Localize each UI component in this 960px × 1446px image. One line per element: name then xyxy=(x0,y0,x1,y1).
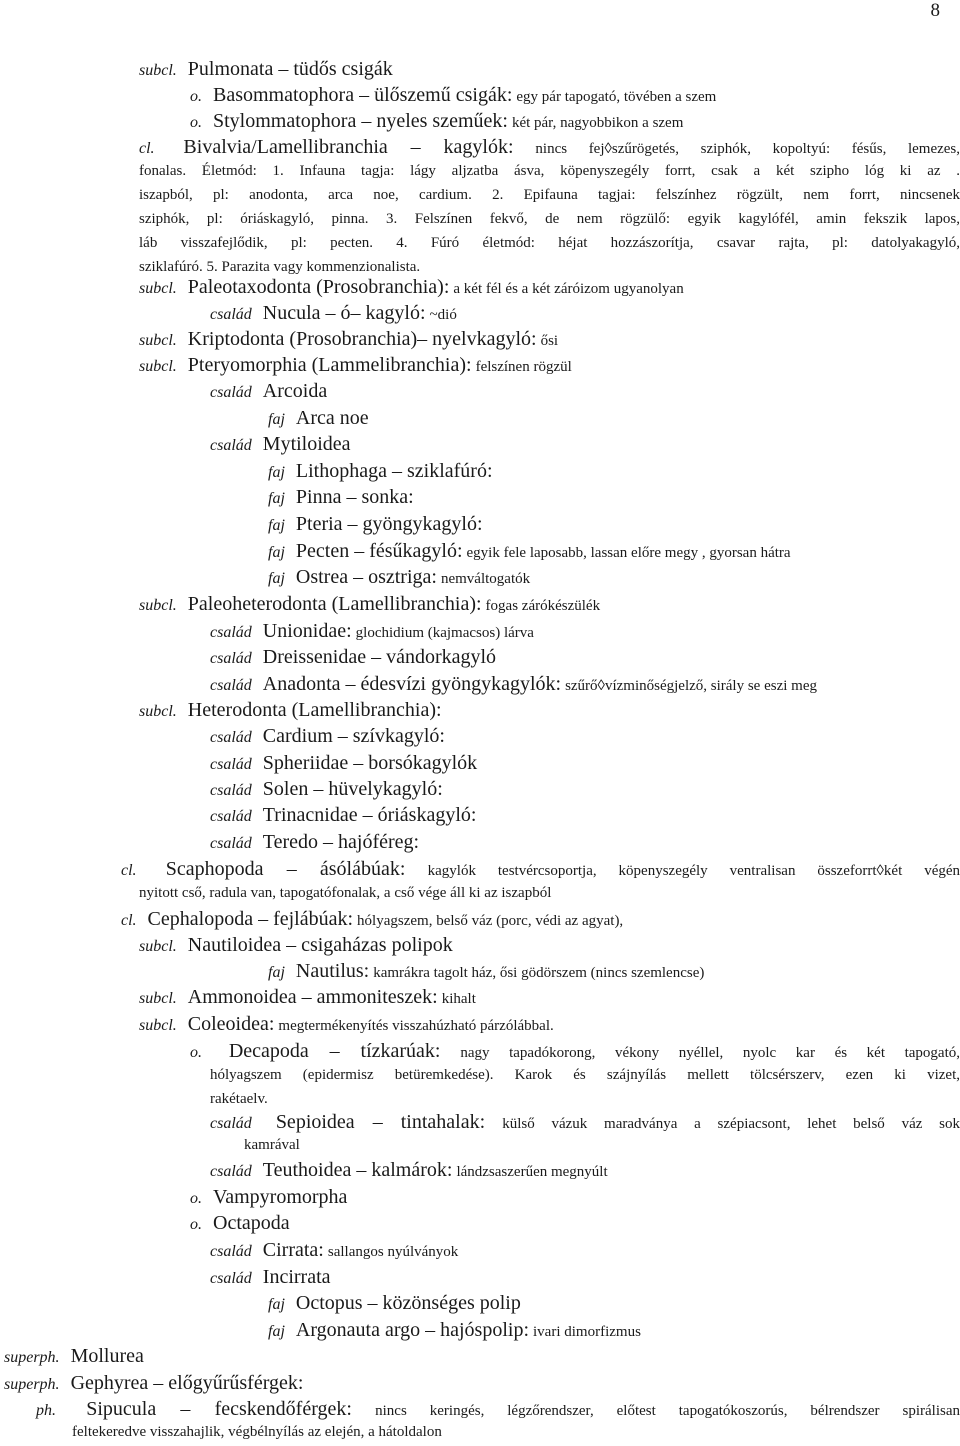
taxon-line xyxy=(244,1136,300,1154)
taxon-name: Coleoidea: xyxy=(187,1013,275,1035)
taxon-rank: subcl. xyxy=(139,280,177,297)
taxon-line xyxy=(210,778,443,801)
taxon-rank: család xyxy=(210,835,252,852)
taxon-note: egy pár tapogató, tövében a szem xyxy=(516,89,717,105)
taxon-rank: család xyxy=(210,729,252,746)
taxon-line xyxy=(190,1212,290,1235)
taxon-note: nyitott cső, radula van, tapogatófonalak, a cső vége áll ki az iszapból xyxy=(139,885,552,901)
taxon-line xyxy=(139,986,476,1009)
taxon-rank: család xyxy=(210,1163,252,1180)
taxon-name: Basommatophora – ülőszemű csigák: xyxy=(213,84,513,106)
taxon-rank: faj xyxy=(268,544,285,561)
taxon-rank: család xyxy=(210,624,252,641)
taxon-name: Lithophaga – sziklafúró: xyxy=(295,460,493,482)
taxon-note: egyik fele laposabb, lassan előre megy , gyorsan hátra xyxy=(466,545,791,561)
taxon-note: szűrő◊vízminőségjelző, sirály se eszi meg xyxy=(565,678,817,694)
taxon-line xyxy=(72,1423,442,1441)
taxon-name: Incirrata xyxy=(262,1266,331,1288)
taxon-rank: o. xyxy=(190,114,202,131)
taxon-note: kagylók testvércsoportja, köpenyszegély ventralisan összeforrt◊két végén xyxy=(427,863,960,879)
taxon-line xyxy=(4,1372,303,1395)
taxon-rank: o. xyxy=(190,88,202,105)
taxon-line xyxy=(210,1066,960,1084)
taxon-name: Pecten – fésűkagyló: xyxy=(295,540,463,562)
taxon-line xyxy=(139,136,960,159)
taxon-rank: család xyxy=(210,1270,252,1287)
taxon-name: Nautiloidea – csigaházas polipok xyxy=(187,934,453,956)
taxon-line xyxy=(139,258,420,276)
taxon-rank: cl. xyxy=(121,912,137,929)
taxon-rank: superph. xyxy=(4,1349,60,1366)
taxon-note: kamrával xyxy=(244,1137,300,1153)
taxon-note: a két fél és a két záróizom ugyanolyan xyxy=(453,281,684,297)
taxon-note: nincs keringés, légzőrendszer, előtest tapogatókoszorús, bélrendszer spirálisan xyxy=(375,1403,960,1419)
taxon-name: Cephalopoda – fejlábúak: xyxy=(147,908,354,930)
taxon-line xyxy=(139,210,960,228)
taxon-line xyxy=(139,58,393,81)
taxon-line xyxy=(139,354,572,377)
taxon-rank: faj xyxy=(268,570,285,587)
taxon-rank: család xyxy=(210,1115,252,1132)
taxon-line xyxy=(190,1186,347,1209)
taxon-note: felszínen rögzül xyxy=(475,359,572,375)
taxon-name: Kriptodonta (Prosobranchia)– nyelvkagyló: xyxy=(187,328,537,350)
taxon-name: Sipucula – fecskendőférgek: xyxy=(86,1398,352,1420)
taxon-note: nincs fej◊szűrögetés, sziphók, kopoltyú: fésűs, lemezes, xyxy=(535,141,960,157)
taxon-line xyxy=(268,460,493,483)
taxon-line xyxy=(210,1266,331,1289)
taxon-note: ivari dimorfizmus xyxy=(533,1324,641,1340)
taxon-name: Solen – hüvelykagyló: xyxy=(262,778,443,800)
taxon-name: Arcoida xyxy=(262,380,328,402)
taxon-rank: faj xyxy=(268,411,285,428)
taxon-note: láb visszafejlődik, pl: pecten. 4. Fúró életmód: héjat hozzászorítja, csavar rajta, pl: datolyakagyló, xyxy=(139,235,960,251)
taxon-line xyxy=(190,84,716,107)
taxon-rank: subcl. xyxy=(139,990,177,1007)
taxon-rank: család xyxy=(210,756,252,773)
taxon-rank: család xyxy=(210,437,252,454)
taxon-note: hólyagszem (epidermisz betüremkedése). Karok és szájnyílás mellett tölcsérszerv, ezen ki vizet, xyxy=(210,1067,960,1083)
taxon-name: Ostrea – osztriga: xyxy=(295,566,437,588)
taxon-name: Bivalvia/Lamellibranchia – kagylók: xyxy=(183,136,514,158)
taxon-name: Ammonoidea – ammoniteszek: xyxy=(187,986,438,1008)
taxon-name: Trinacnidae – óriáskagyló: xyxy=(262,804,477,826)
taxon-name: Dreissenidae – vándorkagyló xyxy=(262,646,497,668)
taxon-rank: subcl. xyxy=(139,62,177,79)
taxon-line xyxy=(268,1292,521,1315)
taxon-note: kamrákra tagolt ház, ősi gödörszem (nincs szemlencse) xyxy=(373,965,705,981)
taxon-note: lándzsaszerűen megnyúlt xyxy=(456,1164,608,1180)
taxon-line xyxy=(210,1159,608,1182)
taxon-name: Octapoda xyxy=(213,1212,290,1234)
taxon-name: Vampyromorpha xyxy=(213,1186,348,1208)
taxon-name: Pinna – sonka: xyxy=(295,486,414,508)
taxon-rank: cl. xyxy=(121,862,137,879)
taxon-line xyxy=(210,725,445,748)
taxon-line xyxy=(36,1398,960,1421)
taxon-name: Mytiloidea xyxy=(262,433,351,455)
taxon-rank: család xyxy=(210,650,252,667)
taxon-note: kihalt xyxy=(441,991,476,1007)
taxon-rank: család xyxy=(210,808,252,825)
taxon-rank: o. xyxy=(190,1216,202,1233)
taxon-rank: család xyxy=(210,782,252,799)
taxon-rank: subcl. xyxy=(139,332,177,349)
taxon-name: Scaphopoda – ásólábúak: xyxy=(165,858,406,880)
taxon-line xyxy=(210,302,457,325)
taxon-rank: faj xyxy=(268,464,285,481)
taxon-note: sallangos nyúlványok xyxy=(327,1244,459,1260)
taxon-line xyxy=(210,646,496,669)
taxon-note: sziklafúró. 5. Parazita vagy kommenzionalista. xyxy=(139,259,421,275)
taxon-rank: subcl. xyxy=(139,1017,177,1034)
taxon-line xyxy=(139,276,684,299)
taxon-name: Octopus – közönséges polip xyxy=(295,1292,521,1314)
taxon-rank: család xyxy=(210,1243,252,1260)
taxon-line xyxy=(210,1090,268,1108)
taxon-line xyxy=(139,1013,554,1036)
taxon-name: Paleotaxodonta (Prosobranchia): xyxy=(187,276,450,298)
taxon-line xyxy=(268,566,530,589)
taxon-name: Nucula – ó– kagyló: xyxy=(262,302,426,324)
taxon-line xyxy=(139,328,558,351)
taxon-note: ősi xyxy=(540,333,559,349)
taxon-line xyxy=(139,593,600,616)
taxon-name: Decapoda – tízkarúak: xyxy=(228,1040,441,1062)
taxon-name: Paleoheterodonta (Lamellibranchia): xyxy=(187,593,482,615)
taxon-note: fonalas. Életmód: 1. Infauna tagja: lágy aljzatba ásva, köpenyszegély forrt, csak a két szipho lóg ki az . xyxy=(139,163,960,179)
taxon-line xyxy=(268,513,483,536)
taxon-rank: subcl. xyxy=(139,597,177,614)
taxon-line xyxy=(210,804,476,827)
taxon-line xyxy=(121,908,623,931)
taxon-note: iszapból, pl: anodonta, arca noe, cardium. 2. Epifauna tagjai: felszínhez rögzült, nem forrt, nincsenek xyxy=(139,187,960,203)
taxon-line xyxy=(190,1040,960,1063)
taxon-name: Stylommatophora – nyeles szeműek: xyxy=(213,110,508,132)
taxon-note: sziphók, pl: óriáskagyló, pinna. 3. Felszínen fekvő, de nem rögzülő: egyik kagylófél, amin fekszik lapos, xyxy=(139,211,960,227)
taxon-note: fogas zárókészülék xyxy=(485,598,601,614)
taxon-note: ~dió xyxy=(429,307,457,323)
taxon-line xyxy=(139,234,960,252)
taxon-rank: subcl. xyxy=(139,703,177,720)
taxon-rank: faj xyxy=(268,1296,285,1313)
taxon-rank: család xyxy=(210,677,252,694)
taxon-rank: faj xyxy=(268,490,285,507)
taxon-line xyxy=(268,1319,641,1342)
taxon-note: két pár, nagyobbikon a szem xyxy=(511,115,684,131)
taxon-line xyxy=(210,673,817,696)
taxon-name: Heterodonta (Lamellibranchia): xyxy=(187,699,442,721)
taxon-line xyxy=(268,407,369,430)
taxon-rank: superph. xyxy=(4,1376,60,1393)
taxon-line xyxy=(210,380,327,403)
taxon-name: Spheriidae – borsókagylók xyxy=(262,752,478,774)
taxon-line xyxy=(4,1345,144,1368)
taxon-name: Cirrata: xyxy=(262,1239,324,1261)
taxon-note: külső vázuk maradványa a szépiacsont, lehet belső váz sok xyxy=(502,1116,960,1132)
taxon-line xyxy=(268,540,791,563)
taxon-name: Cardium – szívkagyló: xyxy=(262,725,445,747)
taxon-line xyxy=(210,433,351,456)
taxon-line xyxy=(210,620,534,643)
taxon-name: Pulmonata – tüdős csigák xyxy=(187,58,393,80)
taxon-rank: faj xyxy=(268,517,285,534)
taxon-name: Teredo – hajóféreg: xyxy=(262,831,420,853)
taxon-name: Teuthoidea – kalmárok: xyxy=(262,1159,453,1181)
taxon-rank: család xyxy=(210,384,252,401)
taxon-line xyxy=(139,699,442,722)
taxon-name: Pteria – gyöngykagyló: xyxy=(295,513,483,535)
taxon-line xyxy=(210,1111,960,1134)
taxon-line xyxy=(121,858,960,881)
taxon-note: glochidium (kajmacsos) lárva xyxy=(355,625,534,641)
taxon-name: Mollurea xyxy=(70,1345,144,1367)
taxon-name: Sepioidea – tintahalak: xyxy=(275,1111,486,1133)
taxon-rank: subcl. xyxy=(139,358,177,375)
taxon-line xyxy=(268,486,414,509)
taxon-name: Argonauta argo – hajóspolip: xyxy=(295,1319,530,1341)
taxon-rank: cl. xyxy=(139,140,155,157)
taxon-rank: faj xyxy=(268,964,285,981)
taxon-note: megtermékenyítés visszahúzható párzólábbal. xyxy=(278,1018,554,1034)
taxon-line xyxy=(210,752,477,775)
taxon-note: rakétaelv. xyxy=(210,1091,268,1107)
taxon-name: Nautilus: xyxy=(295,960,370,982)
taxon-rank: faj xyxy=(268,1323,285,1340)
taxon-name: Unionidae: xyxy=(262,620,352,642)
page-number: 8 xyxy=(930,0,940,21)
taxon-note: hólyagszem, belső váz (porc, védi az agyat), xyxy=(357,913,624,929)
taxon-line xyxy=(210,831,419,854)
taxon-name: Gephyrea – előgyűrűsférgek: xyxy=(70,1372,304,1394)
taxon-rank: ph. xyxy=(36,1402,56,1419)
taxon-note: feltekeredve visszahajlik, végbélnyílás az elején, a hátoldalon xyxy=(72,1424,442,1440)
taxon-note: nagy tapadókorong, vékony nyéllel, nyolc kar és két tapogató, xyxy=(460,1045,960,1061)
taxon-line xyxy=(139,162,960,180)
taxon-rank: subcl. xyxy=(139,938,177,955)
taxon-line xyxy=(190,110,683,133)
taxon-line xyxy=(139,934,453,957)
taxon-note: nemváltogatók xyxy=(440,571,531,587)
taxon-line xyxy=(210,1239,458,1262)
taxon-name: Arca noe xyxy=(295,407,369,429)
taxon-rank: család xyxy=(210,306,252,323)
taxon-rank: o. xyxy=(190,1044,202,1061)
taxon-name: Anadonta – édesvízi gyöngykagylók: xyxy=(262,673,562,695)
taxon-name: Pteryomorphia (Lammelibranchia): xyxy=(187,354,472,376)
taxon-rank: o. xyxy=(190,1190,202,1207)
taxon-line xyxy=(139,186,960,204)
taxon-line xyxy=(268,960,704,983)
taxon-line xyxy=(139,884,551,902)
